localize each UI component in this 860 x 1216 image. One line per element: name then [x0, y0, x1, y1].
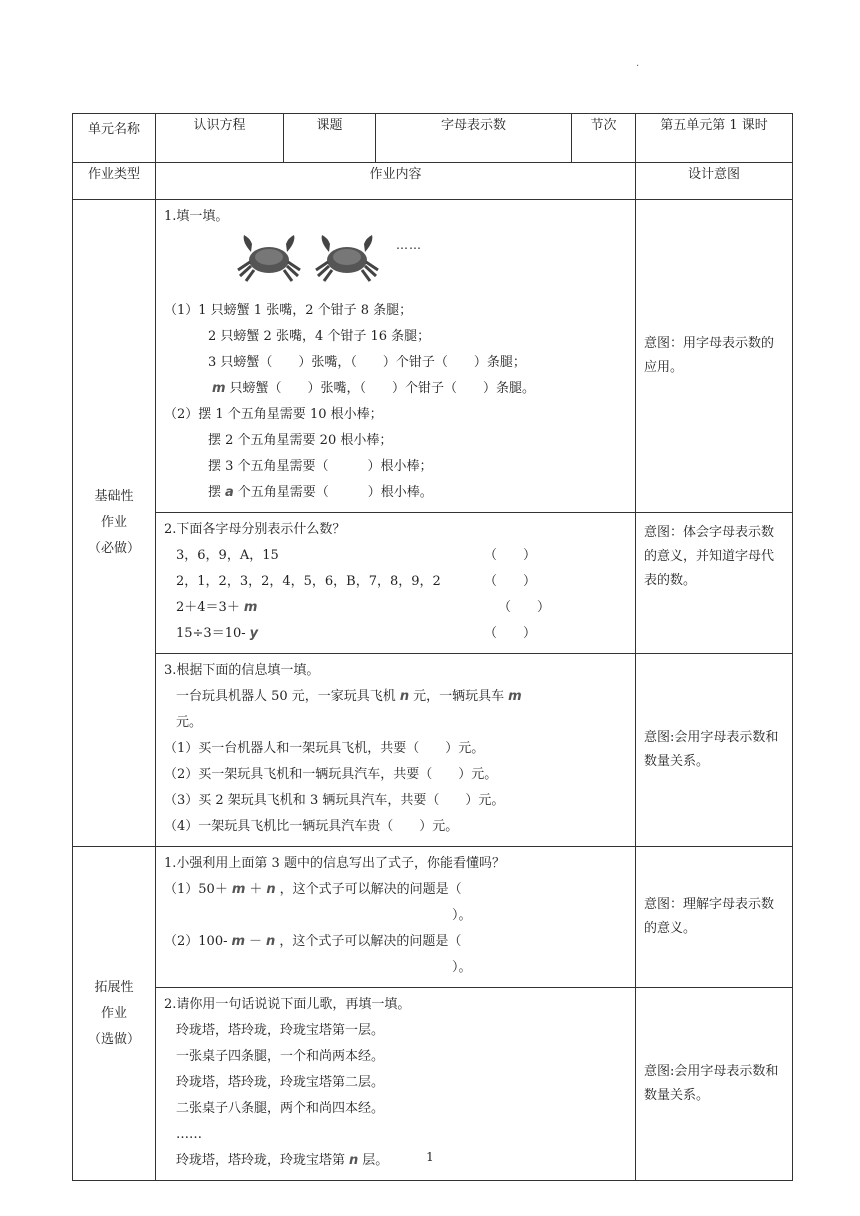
q1-line-text: 只螃蟹（ ）张嘴，（ ）个钳子（ ）条腿。: [229, 381, 536, 396]
category-line: 作业: [100, 515, 127, 530]
q1-line: 摆 3 个五角星需要（ ）根小棒；: [208, 459, 433, 474]
q2-text: 2，1，2，3，2，4，5，6，B，7，8，9，2: [176, 574, 441, 589]
ext-q1-text: ，这个式子可以解决的问题是（: [279, 882, 462, 897]
crab-icon: [312, 232, 382, 284]
minus-sign: －: [249, 934, 263, 949]
category-line: 拓展性: [94, 979, 134, 995]
poem-line: 二张桌子八条腿，两个和尚四本经。: [176, 1101, 385, 1116]
crab-icon: [234, 232, 304, 284]
question-title: 3.根据下面的信息填一填。: [164, 663, 320, 678]
q1-line: 3 只螃蟹（ ）张嘴，（ ）个钳子（ ）条腿；: [208, 355, 526, 370]
variable-y: y: [249, 626, 259, 641]
page-number: 1: [426, 1150, 434, 1164]
poem-text: 玲珑塔，塔玲珑，玲珑宝塔第: [176, 1153, 346, 1168]
unit-value: 认识方程: [156, 114, 284, 163]
variable-m: m: [231, 934, 246, 949]
basic-q1-intent: 意图：用字母表示数的应用。: [636, 200, 793, 513]
basic-q3-intent: 意图:会用字母表示数和数量关系。: [636, 654, 793, 847]
basic-q2-row: [73, 513, 793, 654]
q1-line: 摆 2 个五角星需要 20 根小棒；: [208, 433, 393, 448]
variable-m: m: [231, 882, 246, 897]
question-title: 2.下面各字母分别表示什么数？: [164, 522, 346, 537]
extend-q1-intent: 意图：理解字母表示数的意义。: [636, 847, 793, 988]
basic-q1-row: [73, 200, 793, 513]
category-line: 基础性: [94, 489, 134, 504]
variable-n: n: [349, 1153, 359, 1168]
question-title: 2.请你用一句话说说下面儿歌，再填一填。: [164, 997, 411, 1012]
variable-n: n: [266, 882, 276, 897]
answer-blank[interactable]: （ ）: [484, 626, 537, 641]
ext-q1-close: ）。: [452, 908, 472, 923]
q2-text: 3，6，9，A，15: [176, 548, 279, 563]
answer-blank[interactable]: （ ）: [498, 600, 551, 615]
q1-line-prefix: 摆: [208, 485, 222, 500]
q2-row: [164, 569, 629, 595]
topic-value: 字母表示数: [376, 114, 572, 163]
q1-line: 2 只螃蟹 2 张嘴，4 个钳子 16 条腿；: [208, 329, 431, 344]
q1-line: （1）1 只螃蟹 1 张嘴，2 个钳子 8 条腿；: [164, 303, 413, 318]
plus-sign: ＋: [249, 882, 263, 897]
q1-line: [164, 480, 629, 506]
lesson-label: 节次: [572, 114, 636, 163]
ext-q1-close: ）。: [452, 960, 472, 975]
q3-line: （2）买一架玩具飞机和一辆玩具汽车，共要（ ）元。: [164, 767, 498, 782]
q2-row: [164, 595, 629, 621]
poem-line: 玲珑塔，塔玲珑，玲珑宝塔第二层。: [176, 1075, 385, 1090]
intent-label: 设计意图: [636, 163, 793, 200]
category-line: （选做）: [87, 1031, 140, 1047]
answer-blank[interactable]: （ ）: [484, 574, 537, 589]
q3-info-text: 一台玩具机器人 50 元，一家玩具飞机: [176, 689, 396, 704]
type-label: 作业类型: [73, 163, 156, 200]
extend-q1-row: [73, 847, 793, 988]
basic-q1-content: [156, 200, 636, 513]
variable-n: n: [266, 934, 276, 949]
extend-q1-content: [156, 847, 636, 988]
q2-row: [164, 543, 629, 569]
q3-line: （3）买 2 架玩具飞机和 3 辆玩具汽车，共要（ ）元。: [164, 793, 505, 808]
variable-m: m: [508, 689, 522, 704]
topic-label: 课题: [284, 114, 376, 163]
q1-line: [164, 376, 629, 402]
q3-line: （1）买一台机器人和一架玩具飞机，共要（ ）元。: [164, 741, 485, 756]
ext-q1-text: ，这个式子可以解决的问题是（: [279, 934, 462, 949]
basic-q2-content: [156, 513, 636, 654]
q2-text: 15÷3＝10-: [176, 626, 246, 641]
variable-a: a: [225, 485, 234, 500]
q3-line: （4）一架玩具飞机比一辆玩具汽车贵（ ）元。: [164, 819, 459, 834]
category-line: （必做）: [87, 541, 140, 556]
poem-line: ……: [176, 1127, 202, 1142]
ext-q1-line: [164, 877, 629, 903]
content-label: 作业内容: [156, 163, 636, 200]
basic-q2-intent: 意图：体会字母表示数的意义，并知道字母代表的数。: [636, 513, 793, 654]
q1-line: （2）摆 1 个五角星需要 10 根小棒；: [164, 407, 383, 422]
ext-q1-text: （2）100-: [164, 934, 228, 949]
q3-info: [164, 684, 629, 710]
ext-q1-text: （1）50＋: [164, 882, 228, 897]
variable-n: n: [399, 689, 410, 704]
variable-m: m: [243, 600, 258, 615]
ellipsis: ……: [396, 238, 422, 252]
q3-info-text: 元，一辆玩具车: [413, 689, 505, 704]
extend-category: [73, 847, 156, 1181]
page-dot: .: [636, 58, 640, 69]
extend-q2-intent: 意图:会用字母表示数和数量关系。: [636, 988, 793, 1181]
q2-text: 2＋4＝3＋: [176, 600, 240, 615]
q1-line-text: 个五角星需要（ ）根小棒。: [237, 485, 433, 500]
subheader-row: [73, 163, 793, 200]
variable-m: m: [212, 381, 226, 396]
header-row: [73, 114, 793, 163]
category-line: 作业: [100, 1005, 127, 1021]
q3-info: 元。: [176, 715, 203, 730]
answer-blank[interactable]: （ ）: [484, 548, 537, 563]
q2-row: [164, 621, 629, 647]
poem-text: 层。: [362, 1153, 389, 1168]
crab-images: [164, 230, 629, 290]
unit-label: 单元名称: [73, 114, 156, 163]
lesson-value: 第五单元第 1 课时: [636, 114, 793, 163]
ext-q1-line: [164, 929, 629, 955]
question-title: 1.填一填。: [164, 209, 229, 224]
basic-category: [73, 200, 156, 847]
poem-line: 一张桌子四条腿，一个和尚两本经。: [176, 1049, 385, 1064]
question-title: 1.小强利用上面第 3 题中的信息写出了式子，你能看懂吗？: [164, 856, 505, 871]
basic-q3-content: [156, 654, 636, 847]
poem-line: 玲珑塔，塔玲珑，玲珑宝塔第一层。: [176, 1023, 385, 1038]
basic-q3-row: [73, 654, 793, 847]
homework-table: [72, 113, 793, 1181]
